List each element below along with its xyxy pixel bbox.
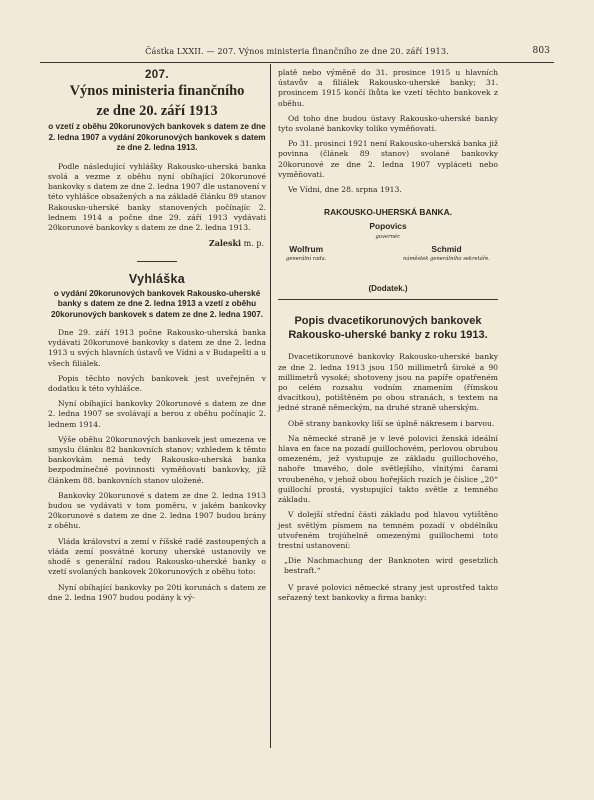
description-paragraph-3: Na německé straně je v levé polovici ženská ideální hlava en face na pozadí guillochovém, perlovou obrubou omezeném, jež vystupuje ze základu guillochového, nahoře tmavého, dole světlejšího, vlnitými čarami vroubeného, v jehož obou hořejších rozích je číslice „20“ guillochí prostá, vystupující takto světle z temného základu. xyxy=(278,433,498,505)
decree-title-line1: Výnos ministeria finančního xyxy=(69,83,245,100)
signature-left xyxy=(286,244,326,266)
running-head xyxy=(40,46,554,56)
appendix-rule xyxy=(278,299,498,300)
minister-suffix: m. p. xyxy=(241,239,264,249)
continuation-paragraph: platě nebo výměně do 31. prosince 1915 u hlavních ústavův a filiálek Rakousko-uherské banky; 31. prosincem 1915 končí lhůta ke vzetí těchto bankovek z oběhu. xyxy=(278,68,498,108)
governor-name: Popovics xyxy=(369,221,407,232)
signature-right-role: náměstek generálního sekretáře. xyxy=(403,256,490,263)
left-column xyxy=(48,68,266,608)
page-number: 803 xyxy=(532,46,550,56)
bank-name: RAKOUSKO-UHERSKÁ BANKA. xyxy=(324,207,452,218)
column-rule xyxy=(270,64,271,748)
description-title: Popis dvacetikorunových bankovek Rakousko-uherské banky z roku 1913. xyxy=(288,315,488,342)
signature-left-name: Wolfrum xyxy=(289,243,324,254)
minister-name: Zaleski xyxy=(208,238,242,249)
place-date: Ve Vídni, dne 28. srpna 1913. xyxy=(288,185,402,195)
paragraph-deadline: Po 31. prosinci 1921 není Rakousko-uherská banka již povinna (článek 89 stanov) svolané bankovky 20korunové ze dne 2. ledna 1907 vypláceti nebo vyměňovati. xyxy=(278,139,498,179)
description-paragraph-1: Dvacetikorunové bankovky Rakousko-uherské banky ze dne 2. ledna 1913 jsou 150 millimetrů široké a 90 millimetrů vysoké; shotoveny jsou na papíře opatřeném po celém rozsahu vodním znamením (římskou dvacítkou), potištěném po obou stranách, s textem na jedné straně německým, na druhé straně uherským. xyxy=(278,352,498,413)
section-separator xyxy=(137,261,177,262)
vyhlaska-paragraph-1: Dne 29. září 1913 počne Rakousko-uherská banka vydávati 20korunové bankovky s datem ze dne 2. ledna 1913 u svých hlavních ústavů ve Vídni a v Budapešti a u všech filiálek. xyxy=(48,328,266,368)
vyhlaska-title: Vyhláška xyxy=(128,272,186,287)
description-paragraph-2: Obě strany bankovky liší se úplně nákresem i barvou. xyxy=(288,418,495,428)
legal-quote: „Die Nachmachung der Banknoten wird gesetzlich bestraft.“ xyxy=(284,556,498,576)
vyhlaska-paragraph-3: Nyní obíhající bankovky 20korunové s datem ze dne 2. ledna 1907 se svolávají a berou z oběhu počínajíc 2. lednem 1914. xyxy=(48,399,266,429)
signature-right-name: Schmid xyxy=(431,243,462,254)
vyhlaska-paragraph-2: Popis těchto nových bankovek jest uveřejněn v dodatku k této vyhlášce. xyxy=(48,373,266,394)
paragraph-exchange: Od toho dne budou ústavy Rakousko-uherské banky tyto svolané bankovky toliko vyměňovati. xyxy=(278,113,498,134)
decree-number: 207. xyxy=(145,69,169,81)
signature-left-role: generální rada. xyxy=(286,256,327,263)
description-paragraph-5: V pravé polovici německé strany jest uprostřed takto seřazený text bankovky a firma banky: xyxy=(278,582,498,602)
signature-right xyxy=(403,244,490,266)
description-paragraph-4: V dolejší střední části základu pod hlavou vytištěno jest světlým písmem na temném pozadí v obdélníku utvořeném trojúhelně omezenými guillochemi toto trestní ustanovení: xyxy=(278,510,498,550)
vyhlaska-subtitle: o vydání 20korunových bankovek Rakousko-uherské banky s datem ze dne 2. ledna 1913 a vzetí z oběhu 20korunových bankovek s datem ze dne 2. ledna 1907. xyxy=(50,288,264,319)
decree-subtitle: o vzetí z oběhu 20korunových bankovek s datem ze dne 2. ledna 1907 a vydání 20korunových bankovek s datem ze dne 2. ledna 1913. xyxy=(48,122,266,153)
signatures-row xyxy=(278,244,498,266)
decree-paragraph: Podle následující vyhlášky Rakousko-uherská banka svolá a vezme z oběhu nyní obíhající 20korunové bankovky s datem ze dne 2. ledna 1907 dle ustanovení v této vyhlášce obsažených a na základě článku 89 stanov Rakousko-uherské banky stanovených počínajíc 2. lednem 1914 a počne dne 29. září 1913 vydávati 20korunové bankovky s datem ze dne 2. ledna 1913. xyxy=(48,161,266,232)
decree-title-line2: ze dne 20. září 1913 xyxy=(96,102,218,119)
right-column xyxy=(278,68,498,608)
appendix-label: (Dodatek.) xyxy=(368,284,408,294)
minister-signature xyxy=(50,238,264,249)
header-rule xyxy=(40,62,554,63)
vyhlaska-paragraph-5: Bankovky 20korunové s datem ze dne 2. ledna 1913 budou se vydávati v tom poměru, v jakém bankovky 20korunové s datem ze dne 2. ledna 1907 budou brány z oběhu. xyxy=(48,490,266,531)
governor-role: guvernér. xyxy=(375,233,401,240)
vyhlaska-paragraph-4: Výše oběhu 20korunových bankovek jest omezena ve smyslu článku 82 bankovních stanov; vzhledem k těmto bankovkám nemá tedy Rakousko-uherská banka bezpodmínečné povinnosti vyměňovati bankovky, jíž článkem 88. bankovních stanov uložené. xyxy=(48,434,266,485)
vyhlaska-paragraph-7: Nyní obíhající bankovky po 20ti korunách s datem ze dne 2. ledna 1907 budou podány k vý- xyxy=(48,582,266,602)
running-head-text: Částka LXXII. — 207. Výnos ministeria finančního ze dne 20. září 1913. xyxy=(145,46,449,56)
vyhlaska-paragraph-6: Vláda království a zemí v říšské radě zastoupených a vláda zemí posvátné koruny uherské ustanovily ve shodě s generální radou Rakousko-uherské banky o vzetí svolaných bankovek 20korunových z oběhu toto: xyxy=(48,536,266,577)
